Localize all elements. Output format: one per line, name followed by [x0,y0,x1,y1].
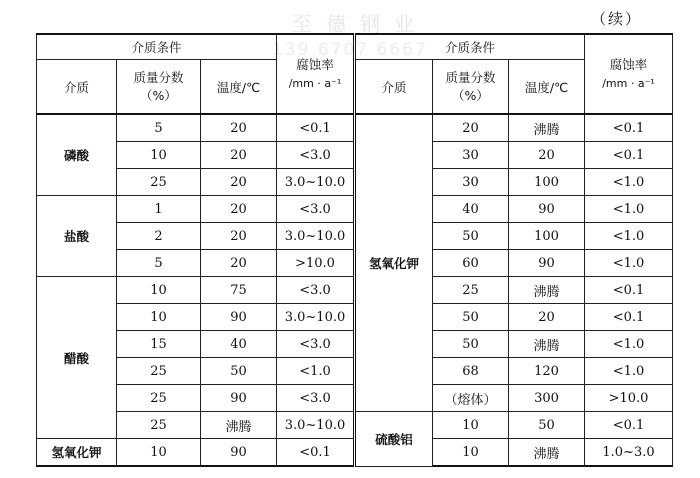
left-temperature-cell: 沸腾 [201,412,277,439]
left-corrosion-cell: <3.0 [277,196,355,223]
right-temperature-cell: 90 [509,250,585,277]
left-medium-cell: 氢氧化钾 [37,439,117,467]
left-medium-cell: 盐酸 [37,196,117,277]
left-corrosion-cell: <3.0 [277,142,355,169]
left-corrosion-cell: >10.0 [277,250,355,277]
header-temperature: 温度/℃ [201,60,277,115]
left-corrosion-cell: 3.0~10.0 [277,304,355,331]
left-corrosion-cell: <0.1 [277,114,355,142]
header-medium: 介质 [37,60,117,115]
right-corrosion-cell: <0.1 [585,304,673,331]
right-temperature-cell: 沸腾 [509,331,585,358]
table-row [37,412,673,439]
right-corrosion-cell: <1.0 [585,196,673,223]
header-corrosion-rate-label: 腐蚀率 [296,56,334,72]
right-concentration-cell: （熔体） [433,385,509,412]
header-concentration-unit: （%） [140,87,177,103]
left-concentration-cell: 5 [117,114,201,142]
left-temperature-cell: 20 [201,223,277,250]
right-concentration-cell: 68 [433,358,509,385]
right-corrosion-cell: <0.1 [585,142,673,169]
table-row [37,114,673,142]
left-corrosion-cell: 3.0~10.0 [277,169,355,196]
left-temperature-cell: 20 [201,250,277,277]
header-corrosion-rate-label-right: 腐蚀率 [609,56,648,72]
left-concentration-cell: 1 [117,196,201,223]
left-corrosion-cell: <3.0 [277,385,355,412]
left-concentration-cell: 10 [117,304,201,331]
left-concentration-cell: 10 [117,142,201,169]
header-temperature-right: 温度/℃ [509,60,585,115]
right-concentration-cell: 50 [433,331,509,358]
header-medium-right: 介质 [355,60,433,115]
left-corrosion-cell: 3.0~10.0 [277,412,355,439]
right-temperature-cell: 20 [509,142,585,169]
right-corrosion-cell: <1.0 [585,250,673,277]
right-corrosion-cell: >10.0 [585,385,673,412]
left-temperature-cell: 90 [201,304,277,331]
right-medium-cell: 氢氧化钾 [355,114,433,412]
right-corrosion-cell: <0.1 [585,277,673,304]
left-concentration-cell: 10 [117,277,201,304]
right-concentration-cell: 30 [433,142,509,169]
left-corrosion-cell: 3.0~10.0 [277,223,355,250]
header-concentration-unit-right: （%） [452,87,489,103]
left-corrosion-cell: <3.0 [277,331,355,358]
header-medium-conditions-right: 介质条件 [355,34,585,60]
header-medium-conditions: 介质条件 [37,34,277,60]
watermark-company: 至德钢业 [292,12,428,36]
header-corrosion-rate-unit: /mm · a⁻¹ [288,76,342,90]
right-corrosion-cell: <1.0 [585,358,673,385]
left-temperature-cell: 20 [201,114,277,142]
left-corrosion-cell: <0.1 [277,439,355,467]
left-corrosion-cell: <1.0 [277,358,355,385]
left-temperature-cell: 40 [201,331,277,358]
right-temperature-cell: 沸腾 [509,277,585,304]
right-concentration-cell: 30 [433,169,509,196]
left-concentration-cell: 25 [117,412,201,439]
header-corrosion-rate [277,34,355,114]
left-concentration-cell: 25 [117,358,201,385]
right-concentration-cell: 25 [433,277,509,304]
header-concentration-label-right: 质量分数 [445,69,496,85]
right-corrosion-cell: <0.1 [585,412,673,439]
corrosion-table [36,33,673,467]
left-concentration-cell: 15 [117,331,201,358]
right-temperature-cell: 100 [509,223,585,250]
left-concentration-cell: 5 [117,250,201,277]
right-concentration-cell: 50 [433,304,509,331]
continued-label: （续） [590,10,642,28]
right-temperature-cell: 沸腾 [509,114,585,142]
right-temperature-cell: 90 [509,196,585,223]
left-temperature-cell: 20 [201,169,277,196]
right-temperature-cell: 120 [509,358,585,385]
right-temperature-cell: 沸腾 [509,439,585,467]
right-temperature-cell: 50 [509,412,585,439]
right-medium-cell: 硫酸铝 [355,412,433,467]
right-corrosion-cell: <1.0 [585,169,673,196]
header-concentration-right [433,60,509,115]
left-concentration-cell: 25 [117,169,201,196]
header-concentration [117,60,201,115]
right-corrosion-cell: <1.0 [585,331,673,358]
right-concentration-cell: 50 [433,223,509,250]
left-temperature-cell: 90 [201,439,277,467]
right-corrosion-cell: <0.1 [585,114,673,142]
left-corrosion-cell: <3.0 [277,277,355,304]
right-temperature-cell: 300 [509,385,585,412]
left-temperature-cell: 90 [201,385,277,412]
left-concentration-cell: 10 [117,439,201,467]
left-medium-cell: 醋酸 [37,277,117,439]
header-corrosion-rate-right [585,34,673,114]
right-corrosion-cell: <1.0 [585,223,673,250]
right-corrosion-cell: 1.0~3.0 [585,439,673,467]
right-temperature-cell: 20 [509,304,585,331]
right-temperature-cell: 100 [509,169,585,196]
left-medium-cell: 磷酸 [37,114,117,196]
left-temperature-cell: 50 [201,358,277,385]
left-temperature-cell: 20 [201,142,277,169]
right-concentration-cell: 10 [433,412,509,439]
header-corrosion-rate-unit-right: /mm · a⁻¹ [602,76,655,90]
left-temperature-cell: 75 [201,277,277,304]
right-concentration-cell: 40 [433,196,509,223]
right-concentration-cell: 20 [433,114,509,142]
header-concentration-label: 质量分数 [133,69,184,85]
left-temperature-cell: 20 [201,196,277,223]
left-concentration-cell: 2 [117,223,201,250]
right-concentration-cell: 10 [433,439,509,467]
left-concentration-cell: 25 [117,385,201,412]
watermark-phone: 139 6707 6667 [272,40,428,60]
right-concentration-cell: 60 [433,250,509,277]
